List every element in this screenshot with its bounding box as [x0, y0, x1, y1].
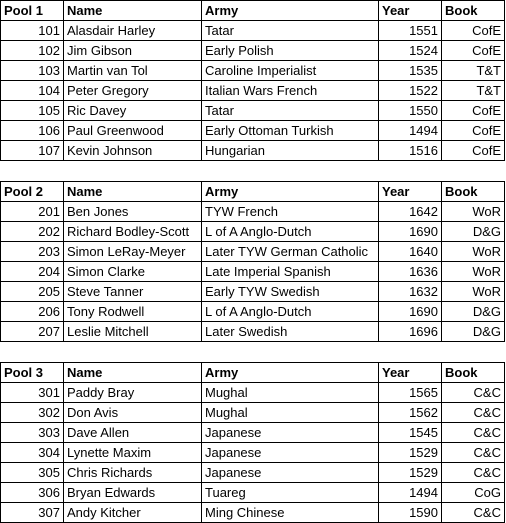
army-cell[interactable]: Late Imperial Spanish [202, 262, 379, 282]
id-cell[interactable]: 102 [1, 41, 64, 61]
year-header-cell[interactable]: Year [379, 1, 442, 21]
book-cell[interactable]: CofE [442, 141, 505, 161]
spacer-row [1, 342, 505, 363]
year-cell[interactable]: 1494 [379, 121, 442, 141]
army-cell[interactable]: Tatar [202, 101, 379, 121]
pool-header-row [1, 1, 505, 21]
id-cell[interactable]: 301 [1, 383, 64, 403]
army-cell[interactable]: L of A Anglo-Dutch [202, 302, 379, 322]
table-row [1, 282, 505, 302]
table-row [1, 503, 505, 523]
table-row [1, 443, 505, 463]
book-cell[interactable]: C&C [442, 383, 505, 403]
book-cell[interactable]: C&C [442, 463, 505, 483]
empty-cell[interactable] [64, 342, 202, 363]
year-cell[interactable]: 1696 [379, 322, 442, 342]
empty-cell[interactable] [442, 342, 505, 363]
book-header-cell[interactable]: Book [442, 363, 505, 383]
book-cell[interactable]: C&C [442, 403, 505, 423]
table-row [1, 463, 505, 483]
army-cell[interactable]: Ming Chinese [202, 503, 379, 523]
name-cell[interactable]: Bryan Edwards [64, 483, 202, 503]
name-header-cell[interactable]: Name [64, 182, 202, 202]
army-cell[interactable]: Early Polish [202, 41, 379, 61]
army-cell[interactable]: Later TYW German Catholic [202, 242, 379, 262]
empty-cell[interactable] [202, 342, 379, 363]
year-cell[interactable]: 1524 [379, 41, 442, 61]
id-cell[interactable]: 302 [1, 403, 64, 423]
table-row [1, 81, 505, 101]
year-cell[interactable]: 1632 [379, 282, 442, 302]
id-cell[interactable]: 103 [1, 61, 64, 81]
id-cell[interactable]: 303 [1, 423, 64, 443]
army-cell[interactable]: Japanese [202, 463, 379, 483]
empty-cell[interactable] [379, 161, 442, 182]
army-cell[interactable]: TYW French [202, 202, 379, 222]
id-cell[interactable]: 202 [1, 222, 64, 242]
book-header-cell[interactable]: Book [442, 182, 505, 202]
id-cell[interactable]: 204 [1, 262, 64, 282]
army-cell[interactable]: Early Ottoman Turkish [202, 121, 379, 141]
book-cell[interactable]: D&G [442, 302, 505, 322]
name-cell[interactable]: Steve Tanner [64, 282, 202, 302]
pool-header-row [1, 363, 505, 383]
book-cell[interactable]: CofE [442, 21, 505, 41]
table-row [1, 202, 505, 222]
army-cell[interactable]: Hungarian [202, 141, 379, 161]
book-cell[interactable]: T&T [442, 61, 505, 81]
year-cell[interactable]: 1529 [379, 443, 442, 463]
book-cell[interactable]: WoR [442, 262, 505, 282]
name-cell[interactable]: Peter Gregory [64, 81, 202, 101]
name-cell[interactable]: Dave Allen [64, 423, 202, 443]
book-header-cell[interactable]: Book [442, 1, 505, 21]
table-row [1, 61, 505, 81]
book-cell[interactable]: C&C [442, 443, 505, 463]
year-header-cell[interactable]: Year [379, 363, 442, 383]
id-cell[interactable]: 201 [1, 202, 64, 222]
book-cell[interactable]: C&C [442, 503, 505, 523]
table-row [1, 262, 505, 282]
book-cell[interactable]: CofE [442, 121, 505, 141]
name-cell[interactable]: Simon LeRay-Meyer [64, 242, 202, 262]
name-cell[interactable]: Ric Davey [64, 101, 202, 121]
army-cell[interactable]: Early TYW Swedish [202, 282, 379, 302]
army-cell[interactable]: L of A Anglo-Dutch [202, 222, 379, 242]
book-cell[interactable]: CofE [442, 41, 505, 61]
army-cell[interactable]: Mughal [202, 403, 379, 423]
id-cell[interactable]: 307 [1, 503, 64, 523]
book-cell[interactable]: D&G [442, 322, 505, 342]
table-row [1, 101, 505, 121]
year-header-cell[interactable]: Year [379, 182, 442, 202]
table-row [1, 383, 505, 403]
empty-cell[interactable] [64, 161, 202, 182]
year-cell[interactable]: 1529 [379, 463, 442, 483]
name-cell[interactable]: Paul Greenwood [64, 121, 202, 141]
name-cell[interactable]: Paddy Bray [64, 383, 202, 403]
table-row [1, 322, 505, 342]
year-cell[interactable]: 1590 [379, 503, 442, 523]
year-cell[interactable]: 1550 [379, 101, 442, 121]
army-cell[interactable]: Caroline Imperialist [202, 61, 379, 81]
name-cell[interactable]: Ben Jones [64, 202, 202, 222]
year-cell[interactable]: 1522 [379, 81, 442, 101]
year-cell[interactable]: 1551 [379, 21, 442, 41]
book-cell[interactable]: T&T [442, 81, 505, 101]
id-cell[interactable]: 107 [1, 141, 64, 161]
year-cell[interactable]: 1516 [379, 141, 442, 161]
army-header-cell[interactable]: Army [202, 363, 379, 383]
year-cell[interactable]: 1565 [379, 383, 442, 403]
name-cell[interactable]: Lynette Maxim [64, 443, 202, 463]
name-cell[interactable]: Richard Bodley-Scott [64, 222, 202, 242]
table-row [1, 302, 505, 322]
id-cell[interactable]: 106 [1, 121, 64, 141]
name-cell[interactable]: Simon Clarke [64, 262, 202, 282]
year-cell[interactable]: 1562 [379, 403, 442, 423]
army-cell[interactable]: Tatar [202, 21, 379, 41]
year-cell[interactable]: 1636 [379, 262, 442, 282]
spacer-row [1, 161, 505, 182]
table-row [1, 423, 505, 443]
name-cell[interactable]: Chris Richards [64, 463, 202, 483]
id-cell[interactable]: 304 [1, 443, 64, 463]
book-cell[interactable]: WoR [442, 242, 505, 262]
army-cell[interactable]: Japanese [202, 423, 379, 443]
table-row [1, 21, 505, 41]
id-cell[interactable]: 205 [1, 282, 64, 302]
name-cell[interactable]: Kevin Johnson [64, 141, 202, 161]
year-cell[interactable]: 1690 [379, 302, 442, 322]
book-cell[interactable]: D&G [442, 222, 505, 242]
empty-cell[interactable] [202, 161, 379, 182]
year-cell[interactable]: 1545 [379, 423, 442, 443]
table-row [1, 141, 505, 161]
id-cell[interactable]: 206 [1, 302, 64, 322]
table-row [1, 242, 505, 262]
book-cell[interactable]: WoR [442, 282, 505, 302]
pool-header-row [1, 182, 505, 202]
name-header-cell[interactable]: Name [64, 1, 202, 21]
table-row [1, 483, 505, 503]
name-cell[interactable]: Jim Gibson [64, 41, 202, 61]
year-cell[interactable]: 1690 [379, 222, 442, 242]
army-cell[interactable]: Italian Wars French [202, 81, 379, 101]
id-cell[interactable]: 105 [1, 101, 64, 121]
name-header-cell[interactable]: Name [64, 363, 202, 383]
table-row [1, 41, 505, 61]
name-cell[interactable]: Tony Rodwell [64, 302, 202, 322]
id-cell[interactable]: 101 [1, 21, 64, 41]
empty-cell[interactable] [442, 161, 505, 182]
army-cell[interactable]: Later Swedish [202, 322, 379, 342]
empty-cell[interactable] [379, 342, 442, 363]
name-cell[interactable]: Don Avis [64, 403, 202, 423]
id-cell[interactable]: 104 [1, 81, 64, 101]
empty-cell[interactable] [1, 342, 64, 363]
book-cell[interactable]: C&C [442, 423, 505, 443]
id-cell[interactable]: 306 [1, 483, 64, 503]
book-cell[interactable]: CoG [442, 483, 505, 503]
army-cell[interactable]: Japanese [202, 443, 379, 463]
year-cell[interactable]: 1535 [379, 61, 442, 81]
book-cell[interactable]: CofE [442, 101, 505, 121]
id-cell[interactable]: 207 [1, 322, 64, 342]
book-cell[interactable]: WoR [442, 202, 505, 222]
name-cell[interactable]: Martin van Tol [64, 61, 202, 81]
army-header-cell[interactable]: Army [202, 1, 379, 21]
id-cell[interactable]: 305 [1, 463, 64, 483]
pool-label-cell[interactable]: Pool 1 [1, 1, 64, 21]
pool-label-cell[interactable]: Pool 3 [1, 363, 64, 383]
year-cell[interactable]: 1640 [379, 242, 442, 262]
year-cell[interactable]: 1642 [379, 202, 442, 222]
pool-label-cell[interactable]: Pool 2 [1, 182, 64, 202]
army-cell[interactable]: Mughal [202, 383, 379, 403]
name-cell[interactable]: Andy Kitcher [64, 503, 202, 523]
table-row [1, 121, 505, 141]
name-cell[interactable]: Leslie Mitchell [64, 322, 202, 342]
army-header-cell[interactable]: Army [202, 182, 379, 202]
army-cell[interactable]: Tuareg [202, 483, 379, 503]
name-cell[interactable]: Alasdair Harley [64, 21, 202, 41]
year-cell[interactable]: 1494 [379, 483, 442, 503]
table-row [1, 222, 505, 242]
empty-cell[interactable] [1, 161, 64, 182]
id-cell[interactable]: 203 [1, 242, 64, 262]
table-row [1, 403, 505, 423]
